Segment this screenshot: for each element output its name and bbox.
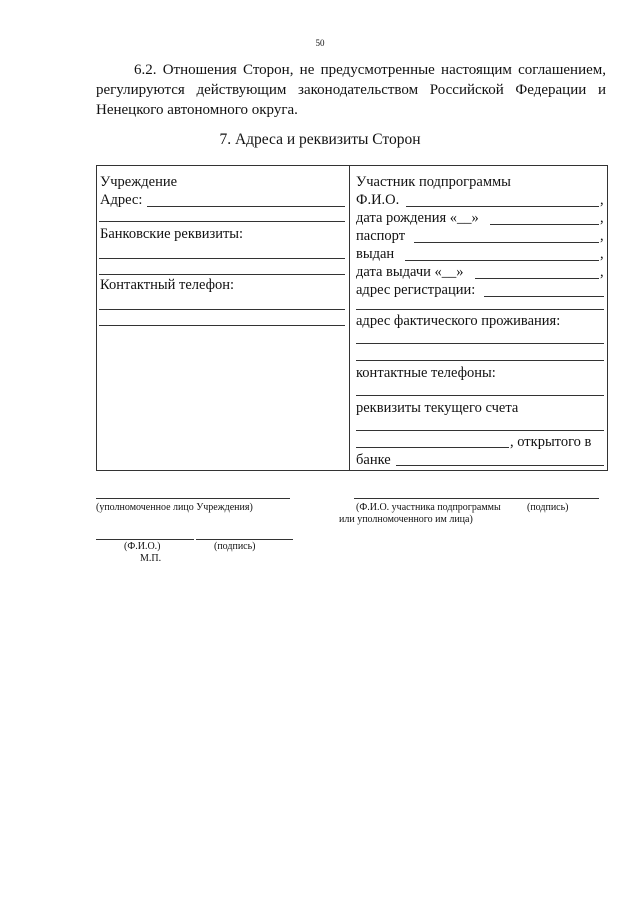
contact-phones-label: контактные телефоны: (356, 365, 496, 381)
current-account-label: реквизиты текущего счета (356, 400, 519, 416)
paragraph-text: 6.2. Отношения Сторон, не предусмотренные настоящим соглашением, регулируются действующим законодательством Российской Федерации и Ненецкого автономного округа. (96, 62, 606, 118)
fio-line[interactable] (406, 206, 599, 207)
address-line-1[interactable] (147, 206, 345, 207)
comma: , (600, 228, 604, 244)
contact-phone-label: Контактный телефон: (100, 277, 235, 293)
actual-address-label: адрес фактического проживания: (356, 313, 561, 329)
left-signature-line[interactable] (196, 539, 293, 540)
issue-date-label: дата выдачи «__» (356, 264, 464, 280)
left-signature-caption: (подпись) (214, 541, 256, 552)
fio-label: Ф.И.О. (356, 192, 400, 208)
registration-address-label: адрес регистрации: (356, 282, 476, 298)
actual-address-line-2[interactable] (356, 360, 604, 361)
page-number: 50 (315, 38, 325, 48)
birth-date-line[interactable] (490, 224, 599, 225)
authorized-signature-line[interactable] (96, 498, 290, 499)
bank-name-label: банке (356, 452, 391, 468)
paragraph-6-2 (96, 60, 606, 120)
registration-line-1[interactable] (484, 296, 604, 297)
participant-signature-caption: (подпись) (527, 502, 569, 513)
left-fio-line[interactable] (96, 539, 194, 540)
address-label: Адрес: (100, 192, 143, 208)
account-line-1[interactable] (356, 430, 604, 431)
actual-address-line-1[interactable] (356, 343, 604, 344)
bank-requisites-label: Банковские реквизиты: (100, 226, 244, 242)
left-heading: Учреждение (100, 174, 178, 190)
opened-in-label: , открытого в (510, 434, 592, 450)
birth-date-label: дата рождения «__» (356, 210, 479, 226)
issue-date-line[interactable] (475, 278, 599, 279)
account-line-2[interactable] (356, 447, 509, 448)
bank-line-2[interactable] (99, 274, 345, 275)
participant-fio-caption: (Ф.И.О. участника подпрограммы (356, 502, 501, 513)
issued-label: выдан (356, 246, 395, 262)
contact-phones-line[interactable] (356, 395, 604, 396)
bank-line-1[interactable] (99, 258, 345, 259)
stamp-caption: М.П. (140, 553, 162, 564)
registration-line-2[interactable] (356, 309, 604, 310)
passport-line[interactable] (414, 242, 599, 243)
participant-signature-line[interactable] (354, 498, 599, 499)
issued-line[interactable] (405, 260, 599, 261)
bank-name-line[interactable] (396, 465, 604, 466)
phone-line-2[interactable] (99, 325, 345, 326)
comma: , (600, 246, 604, 262)
phone-line-1[interactable] (99, 309, 345, 310)
participant-authorized-caption: или уполномоченного им лица) (339, 514, 473, 525)
column-divider (349, 165, 350, 471)
address-line-2[interactable] (99, 221, 345, 222)
right-heading: Участник подпрограммы (356, 174, 511, 190)
authorized-person-caption: (уполномоченное лицо Учреждения) (96, 502, 253, 513)
passport-label: паспорт (356, 228, 406, 244)
left-fio-caption: (Ф.И.О.) (124, 541, 161, 552)
comma: , (600, 264, 604, 280)
comma: , (600, 210, 604, 226)
section-title: 7. Адреса и реквизиты Сторон (219, 131, 421, 148)
comma: , (600, 192, 604, 208)
